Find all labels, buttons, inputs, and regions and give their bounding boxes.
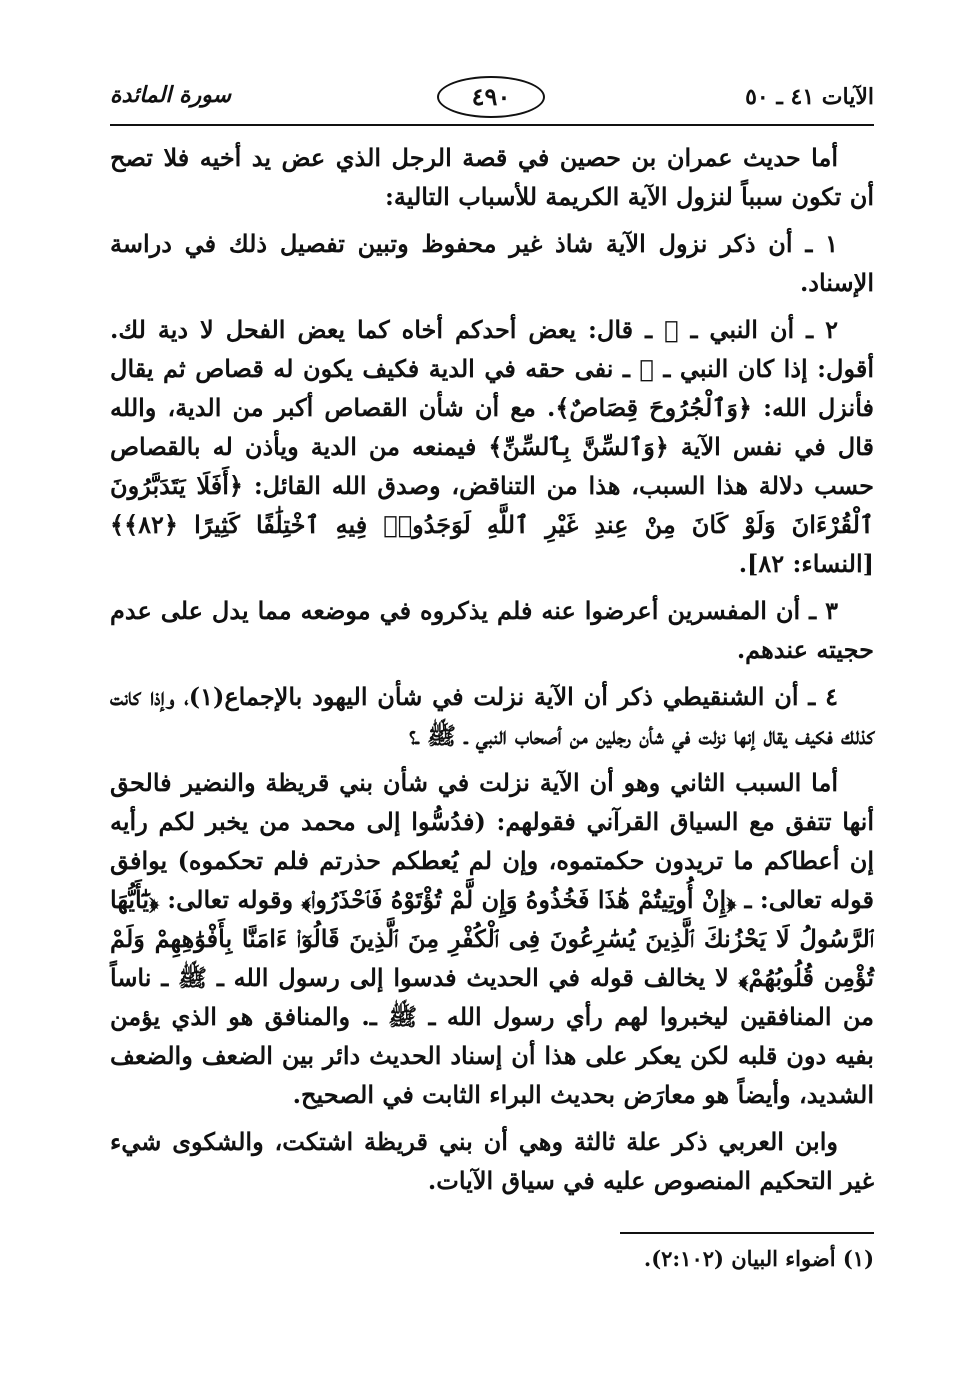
paragraph-reason-3: ٣ ـ أن المفسرين أعرضوا عنه فلم يذكروه في موضعه مما يدل على عدم حجيته عندهم. [110,596,874,664]
footnote-divider [620,1232,874,1234]
page-number-badge: ٤٩٠ [437,76,545,118]
main-text [110,138,874,1208]
verses-range-label: الآيات ٤١ ـ ٥٠ [745,84,874,110]
paragraph-reason-4: ٤ ـ أن الشنقيطي ذكر أن الآية نزلت في شأن اليهود بالإجماع(١)، وإذا كانت كذلك فكيف يقال إنها نزلت في شأن رجلين من أصحاب النبي ـ ﷺ ـ؟ [110,682,874,750]
paragraph-intro: أما حديث عمران بن حصين في قصة الرجل الذي عض يد أخيه فلا تصح أن تكون سبباً لنزول الآية الكريمة للأسباب التالية: [110,143,874,211]
surah-name-label: سورة المائدة [110,82,232,108]
paragraph-reason-2: ٢ ـ أن النبي ـ ﷺ ـ قال: يعض أحدكم أخاه كما يعض الفحل لا دية لك. أقول: إذا كان النبي ـ ﷺ ـ نفى حقه في الدية فكيف يكون له قصاص ثم يقال فأنزل الله: ﴿وَٱلْجُرُوحَ قِصَاصٌ﴾. مع أن شأن القصاص أكبر من الدية، والله قال في نفس الآية ﴿وَٱلسِّنَّ بِٱلسِّنِّ﴾ فيمنعه من الدية ويأذن له بالقصاص حسب دلالة هذا السبب، هذا من التناقض، وصدق الله القائل: ﴿أَفَلَا يَتَدَبَّرُونَ ٱلْقُرْءَانَ وَلَوْ كَانَ مِنْ عِندِ غَيْرِ ٱللَّهِ لَوَجَدُوا۟ فِيهِ ٱخْتِلَٰفًا كَثِيرًا ﴿٨٢﴾﴾ [النساء: ٨٢]. [110,315,874,578]
footnote-1: (١) أضواء البيان (٢:١٠٢). [643,1246,874,1271]
paragraph-ibn-arabi: وابن العربي ذكر علة ثالثة وهي أن بني قريظة اشتكت، والشكوى شيء غير التحكيم المنصوص عليه في سياق الآيات. [110,1127,874,1195]
paragraph-reason-1: ١ ـ أن ذكر نزول الآية شاذ غير محفوظ وتبين تفصيل ذلك في دراسة الإسناد. [110,229,874,297]
page-header [110,82,874,118]
paragraph-second-cause: أما السبب الثاني وهو أن الآية نزلت في شأن بني قريظة والنضير فالحق أنها تتفق مع السياق القرآني فقولهم: (فدُسُّوا إلى محمد من يخبر لكم رأيه إن أعطاكم ما تريدون حكمتموه، وإن لم يُعطكم حذرتم فلم تحكموه) يوافق قوله تعالى: ـ ﴿إِنْ أُوتِيتُمْ هَٰذَا فَخُذُوهُ وَإِن لَّمْ تُؤْتَوْهُ فَٱحْذَرُوا۟﴾ وقوله تعالى: ﴿يَٰٓأَيُّهَا ٱلرَّسُولُ لَا يَحْزُنكَ ٱلَّذِينَ يُسَٰرِعُونَ فِى ٱلْكُفْرِ مِنَ ٱلَّذِينَ قَالُوٓا۟ ءَامَنَّا بِأَفْوَٰهِهِمْ وَلَمْ تُؤْمِن قُلُوبُهُمْ﴾ لا يخالف قوله في الحديث فدسوا إلى رسول الله ـ ﷺ ـ ناساً من المنافقين ليخبروا لهم رأي رسول الله ـ ﷺ ـ. والمنافق هو الذي يؤمن بفيه دون قلبه لكن يعكر على هذا أن إسناد الحديث دائر بين الضعف والضعف الشديد، وأيضاً هو معارَض بحديث البراء الثابت في الصحيح. [110,768,874,1109]
header-divider [110,124,874,126]
